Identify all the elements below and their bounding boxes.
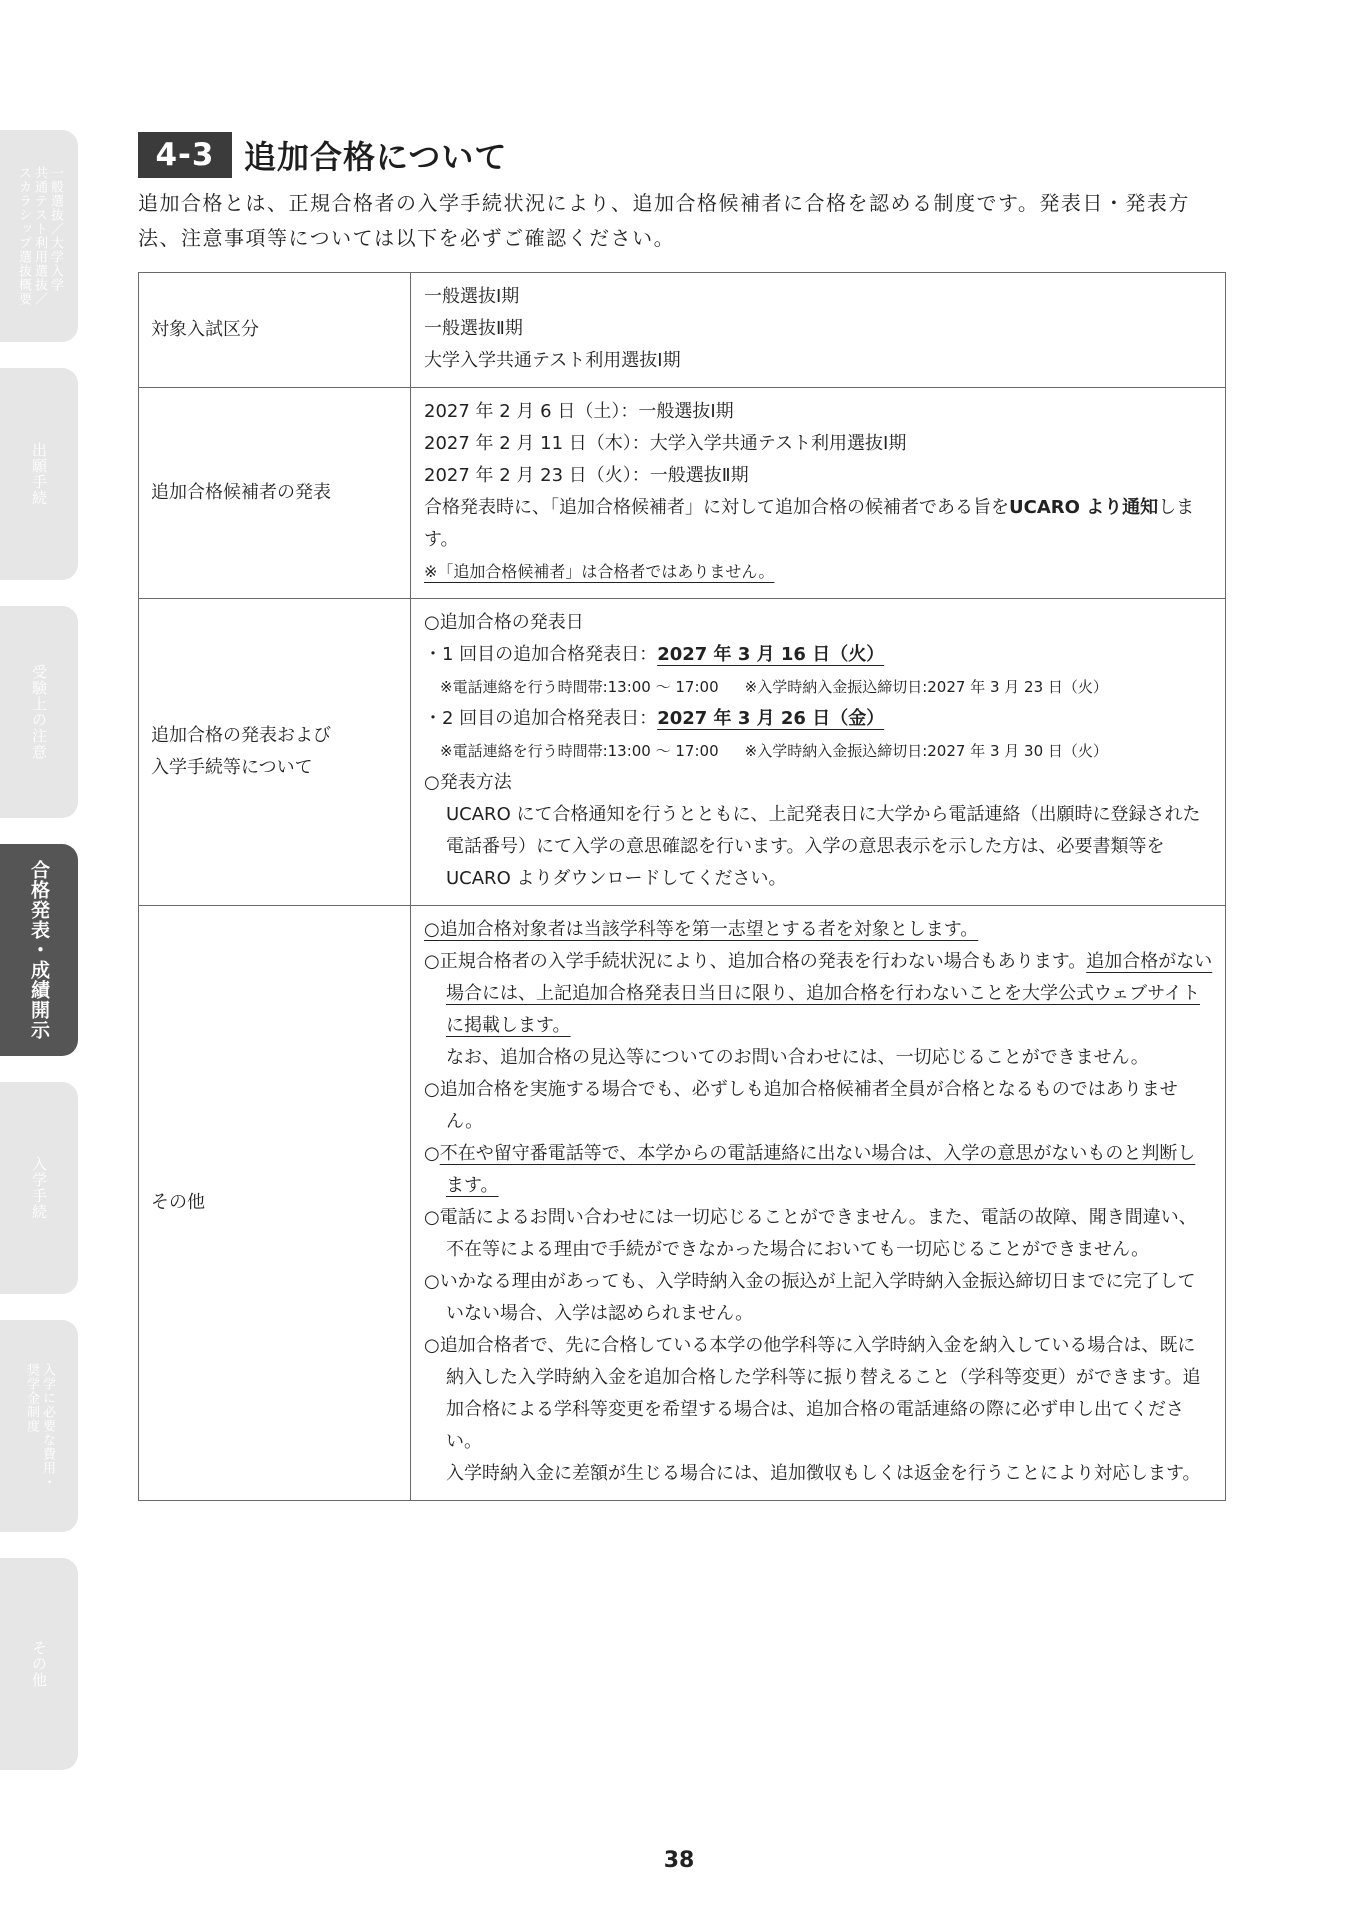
side-tab-label: 受験上の注意 [30, 664, 48, 760]
row-content [411, 599, 1226, 906]
exam-type: 一般選抜Ⅰ期 [424, 286, 520, 307]
row-label-line: 入学手続等について [151, 757, 313, 778]
side-tabs [0, 0, 80, 1920]
first-prefix: ・1 回目の追加合格発表日： [424, 644, 658, 665]
payment-deadline-note: ※入学時納入金振込締切日:2027 年 3 月 30 日（火） [744, 742, 1108, 760]
first-note [424, 671, 1213, 703]
first-announcement [424, 639, 1213, 671]
announcement-date: 2027 年 2 月 11 日（木）：大学入学共通テスト利用選抜Ⅰ期 [424, 433, 907, 454]
row-content [411, 273, 1226, 388]
row-content [411, 388, 1226, 599]
other-item-7: ○追加合格者で、先に合格している本学の他学科等に入学時納入金を納入している場合は、既に納入した入学時納入金を追加合格した学科等に振り替えること（学科等変更）ができます。追加合格による学科等変更を希望する場合は、追加合格の電話連絡の際に必ず申し出てください。 [424, 1335, 1201, 1452]
table-row-announcement-procedure [139, 599, 1226, 906]
second-note [424, 735, 1213, 767]
other-item-5: ○電話によるお問い合わせには一切応じることができません。また、電話の故障、聞き間違い、不在等による理由で手続ができなかった場合においても一切応じることができません。 [424, 1207, 1197, 1260]
side-tab-application[interactable] [0, 368, 78, 580]
other-item-7-note: 入学時納入金に差額が生じる場合には、追加徴収もしくは返金を行うことにより対応します。 [446, 1463, 1201, 1484]
other-item-2 [424, 946, 1213, 1042]
side-tab-label: 出願手続 [30, 442, 48, 506]
other-item-1 [424, 914, 1213, 946]
side-tab-exam-notes[interactable] [0, 606, 78, 818]
side-tab-enrollment[interactable] [0, 1082, 78, 1294]
announcement-date: 2027 年 2 月 6 日（土）：一般選抜Ⅰ期 [424, 401, 734, 422]
row-label: その他 [139, 906, 411, 1501]
additional-pass-table [138, 272, 1226, 1501]
side-tab-label: 一般選抜／大学入学 共通テスト利用選抜／ スカラシップ選抜概要 [16, 166, 63, 306]
side-tab-overview[interactable] [0, 130, 78, 342]
other-item-4 [424, 1138, 1213, 1202]
section-number: 4-3 [138, 132, 232, 178]
item-text-underlined: 不在や留守番電話等で、本学からの電話連絡に出ない場合は、入学の意思がないものと判断します。 [439, 1143, 1196, 1196]
item-bullet: ○ [424, 1143, 440, 1164]
table-row-candidate-announcement [139, 388, 1226, 599]
announcement-date: 2027 年 2 月 23 日（火）：一般選抜Ⅱ期 [424, 465, 749, 486]
method-text: UCARO にて合格通知を行うとともに、上記発表日に大学から電話連絡（出願時に登録された電話番号）にて入学の意思確認を行います。入学の意思表示を示した方は、必要書類等を UCARO よりダウンロードしてください。 [446, 804, 1201, 889]
first-date: 2027 年 3 月 16 日（火） [657, 644, 885, 665]
side-tab-results[interactable] [0, 844, 78, 1056]
side-tab-other[interactable] [0, 1558, 78, 1770]
method-heading: ○発表方法 [424, 772, 512, 793]
notice-emphasis: UCARO より通知 [1009, 497, 1159, 518]
call-time-note: ※電話連絡を行う時間帯:13:00 ～ 17:00 [440, 742, 719, 760]
row-label: 追加合格候補者の発表 [139, 388, 411, 599]
section-heading [138, 132, 507, 178]
second-prefix: ・2 回目の追加合格発表日： [424, 708, 658, 729]
row-content [411, 906, 1226, 1501]
side-tab-label: 入学に必要な費用・ 奨学金制度 [24, 1363, 55, 1489]
table-row-other [139, 906, 1226, 1501]
second-date: 2027 年 3 月 26 日（金） [657, 708, 885, 729]
exam-type: 大学入学共通テスト利用選抜Ⅰ期 [424, 350, 681, 371]
section-intro: 追加合格とは、正規合格者の入学手続状況により、追加合格候補者に合格を認める制度です。発表日・発表方法、注意事項等については以下を必ずご確認ください。 [138, 191, 1190, 250]
row-label [139, 599, 411, 906]
item-text-underlined: 追加合格がない場合には、上記追加合格発表日当日に限り、追加合格を行わないことを大学公式ウェブサイトに掲載します。 [446, 951, 1213, 1036]
notice-text: します。 [424, 497, 1195, 550]
other-item-6: ○いかなる理由があっても、入学時納入金の振込が上記入学時納入金振込締切日までに完了していない場合、入学は認められません。 [424, 1271, 1196, 1324]
item-text: ○正規合格者の入学手続状況により、追加合格の発表を行わない場合もあります。 [424, 951, 1087, 972]
page-number: 38 [663, 1848, 695, 1873]
second-announcement [424, 703, 1213, 735]
other-item-2-note: なお、追加合格の見込等についてのお問い合わせには、一切応じることができません。 [446, 1047, 1149, 1068]
side-tab-fees[interactable] [0, 1320, 78, 1532]
ucaro-notice [424, 492, 1213, 556]
side-tab-label: 合格発表・成績開示 [28, 860, 50, 1040]
item-text: ○追加合格対象者は当該学科等を第一志望とする者を対象とします。 [424, 919, 979, 940]
date-heading: ○追加合格の発表日 [424, 612, 584, 633]
payment-deadline-note: ※入学時納入金振込締切日:2027 年 3 月 23 日（火） [744, 678, 1108, 696]
call-time-note: ※電話連絡を行う時間帯:13:00 ～ 17:00 [440, 678, 719, 696]
notice-text: 合格発表時に、「追加合格候補者」に対して追加合格の候補者である旨を [424, 497, 1009, 518]
side-tab-label: 入学手続 [30, 1156, 48, 1220]
other-item-3: ○追加合格を実施する場合でも、必ずしも追加合格候補者全員が合格となるものではありません。 [424, 1079, 1178, 1132]
row-label: 対象入試区分 [139, 273, 411, 388]
section-title: 追加合格について [244, 138, 508, 176]
row-label-line: 追加合格の発表および [151, 725, 331, 746]
table-row-target-exams [139, 273, 1226, 388]
candidate-note: ※「追加合格候補者」は合格者ではありません。 [424, 562, 775, 581]
side-tab-label: その他 [30, 1640, 48, 1688]
exam-type: 一般選抜Ⅱ期 [424, 318, 523, 339]
